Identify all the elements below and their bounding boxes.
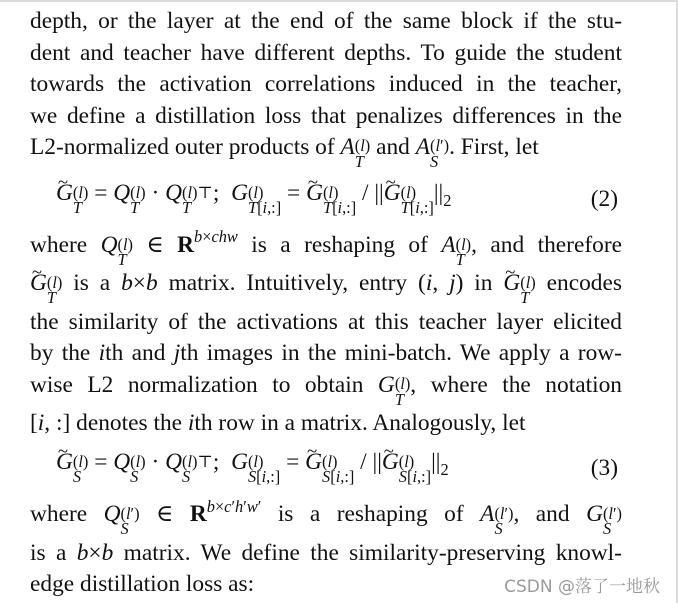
text-line: dent and teacher have different depths. To guide the student	[30, 39, 622, 66]
text-line: we define a distillation loss that penalizes differences in the	[30, 102, 622, 129]
paragraph-2	[30, 227, 622, 439]
text-line: ~ G (l) T is a b×b matrix. Intuitively, entry (i, j) in ~ G (l) T encodes	[30, 268, 622, 306]
text-line: where Q (l) T ∈ $R^{b\times chw}$ is a reshaping of A (l) T , and therefore	[30, 227, 622, 270]
equation-3	[30, 443, 622, 493]
text-line: [i, :] denotes the ith row in a matrix. Analogously, let	[30, 409, 526, 436]
text-line: edge distillation loss as:	[30, 571, 255, 598]
text-line: is a b×b matrix. We define the similarity-preserving knowl-	[30, 539, 622, 566]
text-line: towards the activation correlations induced in the teacher,	[30, 71, 622, 97]
equation-2	[30, 174, 622, 224]
text-line: by the ith and jth images in the mini-batch. We apply a row-	[30, 340, 622, 367]
text-line: wise L2 normalization to obtain G (l) T , where the notation	[30, 371, 622, 409]
csdn-watermark: CSDN @落了一地秋	[504, 577, 660, 597]
equation-3-number: (3)	[590, 455, 618, 482]
equation-3-body: ~ G (l) S = Q (l) S · Q (l)⊤ S ; G (l) S[i,:] = ~ G (l) S[i,:] / ||~ G (l) S[i,:] $||_2$	[56, 447, 449, 485]
text-line: where Q (l′) S ∈ $R^{b\times c'h'w'}$ is a reshaping of A (l′) S , and G (l′) S	[30, 496, 622, 539]
paragraph-1	[30, 6, 622, 170]
equation-2-body: ~ G (l) T = Q (l) T · Q (l)⊤ T ; G (l) T[i,:] = ~ G (l) T[i,:] / ||~ G (l) T[i,:] $||_2$	[56, 178, 451, 216]
text-line: depth, or the layer at the end of the same block if the stu-	[30, 8, 622, 34]
text-line: L2-normalized outer products of A (l) T and A (l′) S . First, let	[30, 134, 539, 171]
equation-2-number: (2)	[590, 186, 618, 213]
paper-column	[30, 6, 622, 601]
text-line: the similarity of the activations at this teacher layer elicited	[30, 308, 622, 335]
